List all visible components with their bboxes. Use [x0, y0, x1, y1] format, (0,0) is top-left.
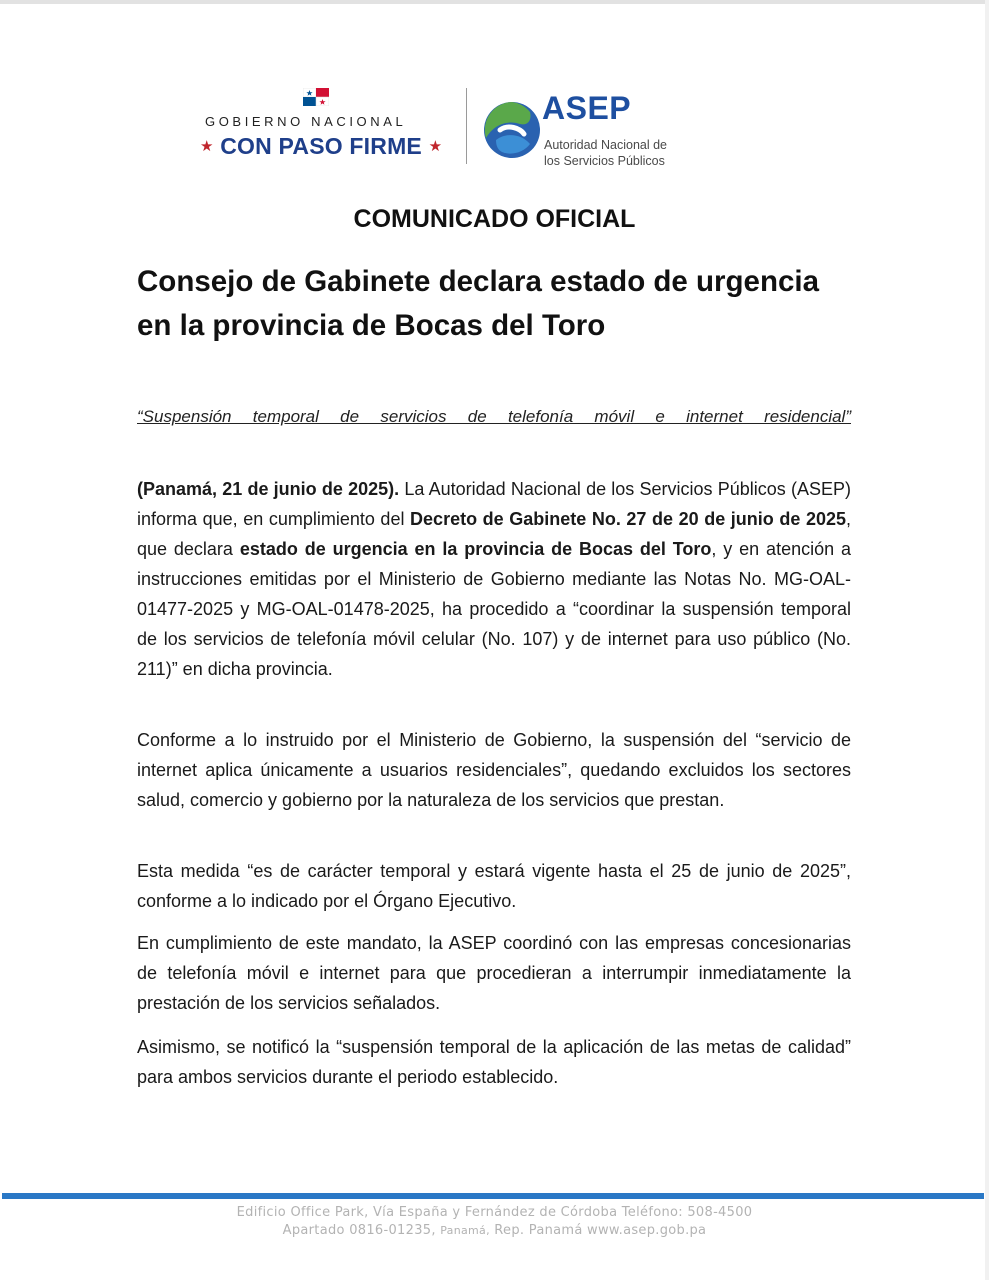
panama-flag-icon: [303, 88, 329, 106]
footer-website: Rep. Panamá www.asep.gob.pa: [489, 1223, 707, 1238]
document-label: COMUNICADO OFICIAL: [353, 205, 636, 233]
urgency-declaration: estado de urgencia en la provincia de Bocas del Toro: [239, 539, 712, 559]
paragraph-3: Esta medida “es de carácter temporal y estará vigente hasta el 25 de junio de 2025”, conforme a lo indicado por el Órgano Ejecutivo.: [137, 861, 851, 911]
paragraph-1-text-c: , y en atención a instrucciones emitidas por el Ministerio de Gobierno mediante las Notas No. MG-OAL-01477-2025 y MG-OAL-01478-2025, ha procedido a “coordinar la suspensión temporal de los servicios de telefonía móvil celular (No. 107) y de internet para uso público (No. 211)” en dicha provincia.: [137, 539, 851, 679]
footer-po-box: Apartado 0816-01235,: [282, 1223, 441, 1238]
paragraph-2: Conforme a lo instruido por el Ministerio de Gobierno, la suspensión del “servicio de internet aplica únicamente a usuarios residenciales”, quedando excluidos los sectores salud, comercio y gobierno por la naturaleza de los servicios que prestan.: [137, 730, 851, 810]
footer-contact: [0, 1223, 989, 1238]
asep-logo: [482, 92, 702, 172]
page-top-border: [0, 0, 989, 4]
paragraph-5: Asimismo, se notificó la “suspensión temporal de la aplicación de las metas de calidad” para ambos servicios durante el periodo establecido.: [137, 1037, 851, 1087]
footer-address: Edificio Office Park, Vía España y Fernández de Córdoba Teléfono: 508-4500: [236, 1205, 753, 1220]
asep-subtitle-line1: Autoridad Nacional de: [544, 138, 667, 152]
dateline: (Panamá, 21 de junio de 2025).: [137, 479, 400, 499]
footer-rule: [2, 1193, 984, 1199]
gobierno-nacional-logo: [200, 86, 458, 166]
page-right-edge: [985, 0, 989, 1280]
paragraph-1-text-a: La Autoridad Nacional de los Servicios Públicos (ASEP) informa que, en cumplimiento del: [137, 479, 851, 529]
gov-logo-line1: GOBIERNO NACIONAL: [205, 114, 407, 129]
document-subtitle: “Suspensión temporal de servicios de telefonía móvil e internet residencial”: [137, 407, 851, 426]
footer-city: Panamá,: [440, 1224, 490, 1237]
gov-logo-slogan: CON PASO FIRME: [220, 133, 422, 159]
asep-subtitle-line2: los Servicios Públicos: [544, 154, 665, 168]
decree-reference: Decreto de Gabinete No. 27 de 20 de junio de 2025: [410, 509, 846, 529]
paragraph-4: En cumplimiento de este mandato, la ASEP coordinó con las empresas concesionarias de telefonía móvil e internet para que procedieran a interrumpir inmediatamente la prestación de los servicios señalados.: [137, 933, 851, 1013]
gov-logo-line2: [200, 133, 458, 160]
logo-divider: [466, 88, 467, 164]
document-headline: Consejo de Gabinete declara estado de urgencia en la provincia de Bocas del Toro: [137, 265, 819, 342]
star-right-icon: ★: [428, 138, 443, 155]
star-left-icon: ★: [200, 138, 214, 155]
asep-name: ASEP: [542, 90, 632, 126]
paragraph-1-text-b: , que declara: [137, 509, 851, 559]
asep-swirl-icon: [482, 94, 542, 164]
paragraph-1: [137, 474, 851, 684]
